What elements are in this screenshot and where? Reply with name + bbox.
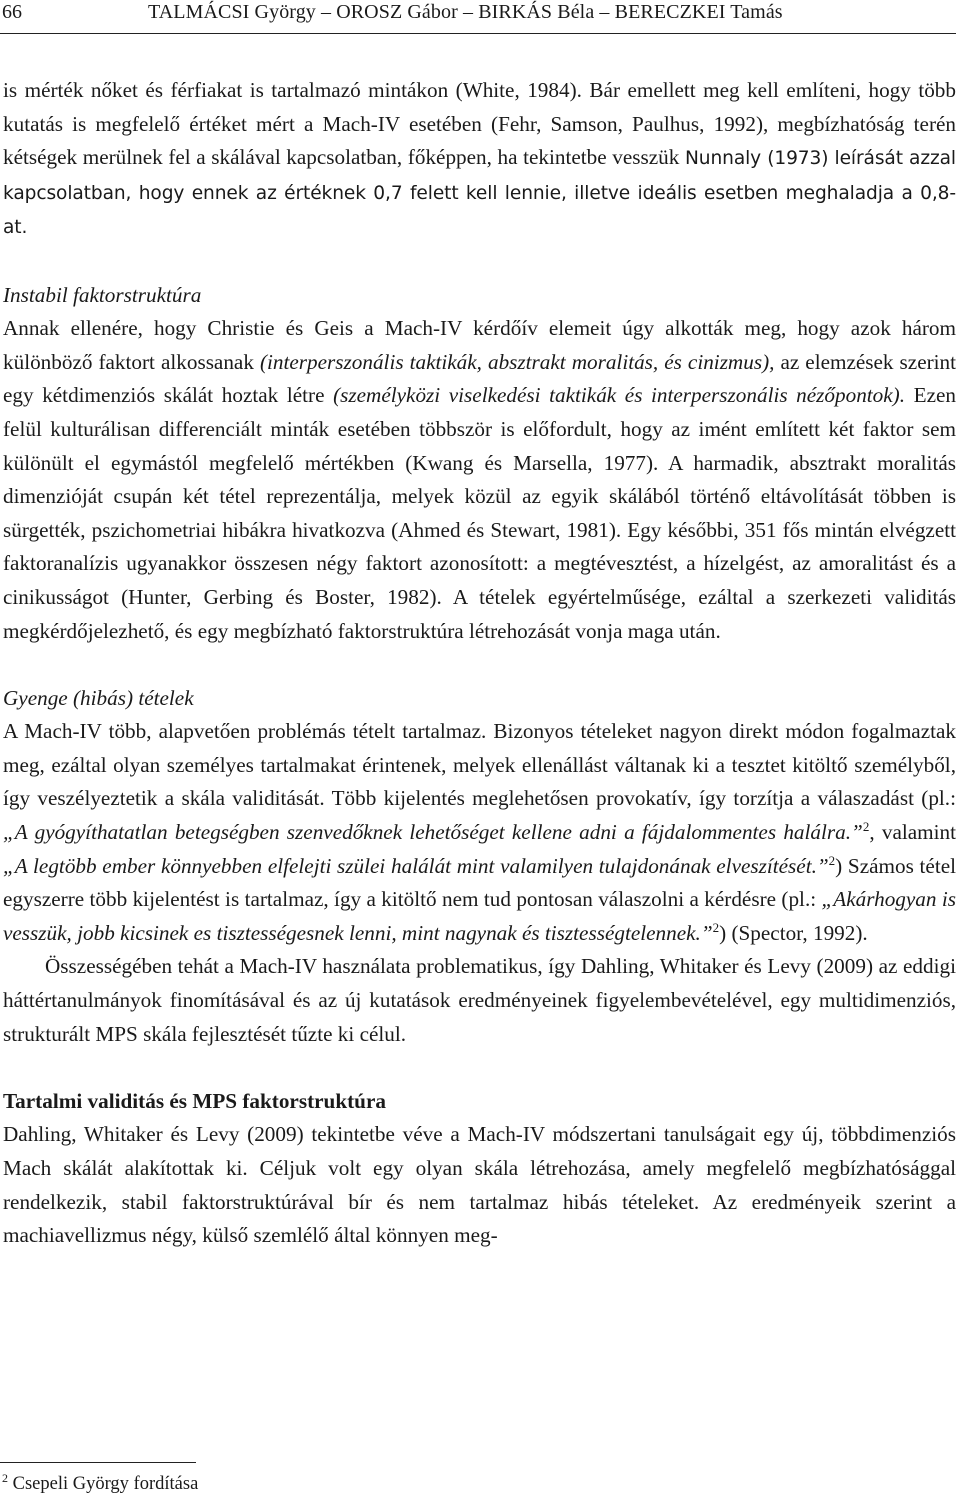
paragraph-italic-text: (személyközi viselkedési taktikák és interperszonális nézőpontok). — [333, 383, 906, 408]
paragraph-text: , valamint — [869, 820, 956, 845]
footnote-marker: 2 — [828, 852, 836, 868]
paragraph-summary: Összességében tehát a Mach-IV használata problematikus, így Dahling, Whitaker és Levy (2009) az eddigi háttértanulmányok finomításával és az új kutatások eredményeinek figyelembevételével, egy multidimenziós, strukturált MPS skála fejlesztését tűzte ki célul. — [3, 954, 956, 1046]
paragraph-instabil — [3, 312, 956, 648]
paragraph-italic-text: (interperszonális taktikák, absztrakt moralitás, és cinizmus), — [259, 349, 775, 374]
author-given-name: György — [254, 1, 316, 23]
paragraph-gap — [3, 648, 956, 682]
author-given-name: Tamás — [730, 1, 783, 23]
author-family-name: TALMÁCSI — [148, 1, 250, 23]
body-text — [3, 74, 956, 1253]
footnote-marker: 2 — [862, 819, 870, 834]
author-family-name: BERECZKEI — [614, 1, 726, 23]
paragraph-text: Ezen felül kulturálisan differenciált minták esetében többször is előfordult, hogy az imént említett két faktor sem különült el egymástól megfelelő mértékben (Kwang és Marsella, 1977). A harmadik, absztrakt moralitás dimenzióját csupán két tétel reprezentálja, melyek közül az egyik skálából történő eltávolítását többen is sürgették, pszichometriai hibákra hivatkozva (Ahmed és Stewart, 1981). Egy későbbi, 351 fős mintán elvégzett faktoranalízis ugyanakkor összesen négy faktort azonosított: a megtévesztést, a hízelgést, az amoralitást és a cinikusságot (Hunter, Gerbing és Boster, 1982). A tételek egyértelműsége, ezáltal a szerkezeti validitás megkérdőjelezhető, és egy megbízható faktorstruktúra létrehozását vonja maga után. — [3, 383, 956, 643]
paragraph-reliability — [3, 74, 956, 245]
author-given-name: Gábor — [407, 1, 458, 23]
footnote-mark: 2 — [2, 1470, 8, 1485]
paragraph-text: A Mach-IV több, alapvetően problémás tételt tartalmaz. Bizonyos tételeket nagyon direkt módon fogalmaztak meg, ezáltal olyan személyes tartalmakat érintenek, melyek ellenállást váltanak ki a tesztet kitöltő személyből, így veszélyeztetik a skála validitását. Több kijelentés meglehetősen provokatív, így torzítja a válaszadást (pl.: — [3, 719, 956, 811]
paragraph-text: ) Számos tétel egyszerre több kijelentést is tartalmaz, így a kitöltő nem tud pontosan válaszolni a kérdésre (pl.: — [3, 853, 957, 912]
quoted-item: „Akárhogyan is vesszük, jobb kicsinek es tisztességesnek lenni, mint nagynak és tisztességtelennek.” — [3, 887, 956, 945]
author-family-name: BIRKÁS — [478, 1, 553, 23]
running-title — [148, 0, 783, 24]
paragraph-text: Annak ellenére, hogy Christie és Geis a Mach-IV kérdőív elemeit úgy alkották meg, hogy azok három különböző faktort alkossanak — [3, 316, 956, 374]
quoted-item: „A gyógyíthatatlan betegségben szenvedőknek lehetőséget kellene adni a fájdalommentes halálra.” — [3, 820, 863, 845]
paragraph-tartalmi: Dahling, Whitaker és Levy (2009) tekintetbe véve a Mach-IV módszertani tanulságait egy új, többdimenziós Mach skálát alakítottak ki. Céljuk volt egy olyan skála létrehozása, amely megfelelő megbízhatósággal rendelkezik, stabil faktorstruktúrával bír és nem tartalmaz hibás tételeket. Az eredményeik szerint a machiavellizmus négy, külső szemlélő által könnyen meg- — [3, 1122, 956, 1248]
section-heading-tartalmi: Tartalmi validitás és MPS faktorstruktúra — [3, 1088, 386, 1113]
paragraph-text: is mérték nőket és férfiakat is tartalmazó mintákon (White, 1984). Bár emellett meg kell említeni, hogy több kutatás is megfelelő értéket mért a Mach-IV esetében (Fehr, Samson, Paulhus, 1992), megbízhatóság terén kétségek merülnek fel a skálával kapcsolatban, főképpen, ha tekintetbe vesszük — [3, 78, 956, 170]
running-header — [0, 0, 960, 36]
footnote-rule — [0, 1462, 196, 1463]
footnote-text: Csepeli György fordítása — [12, 1474, 199, 1494]
quoted-item: „A legtöbb ember könnyebben elfelejti szülei halálát mint valamilyen tulajdonának elveszítését.” — [3, 853, 829, 878]
paragraph-gap — [3, 245, 956, 279]
page-number: 66 — [2, 1, 22, 23]
paragraph-text-sans: Nunnaly (1973) leírását azzal kapcsolatban, hogy ennek az értéknek 0,7 felett kell lennie, illetve ideális esetben meghaladja a 0,8-at. — [3, 148, 956, 239]
footnote — [2, 1472, 198, 1496]
section-heading-instabil: Instabil faktorstruktúra — [3, 282, 202, 307]
footnote-marker: 2 — [712, 919, 720, 935]
header-rule — [0, 33, 956, 34]
paragraph-text: ) (Spector, 1992). — [719, 920, 868, 945]
author-family-name: OROSZ — [336, 1, 403, 23]
paragraph-text: az elemzések szerint egy kétdimenziós skálát hoztak létre — [3, 349, 957, 408]
paragraph-gap — [3, 1051, 956, 1085]
paragraph-gyenge — [3, 715, 956, 950]
author-separator: – — [594, 1, 615, 23]
author-separator: – — [457, 1, 479, 23]
author-separator: – — [315, 1, 337, 23]
section-heading-gyenge: Gyenge (hibás) tételek — [3, 685, 194, 710]
author-given-name: Béla — [557, 1, 595, 23]
